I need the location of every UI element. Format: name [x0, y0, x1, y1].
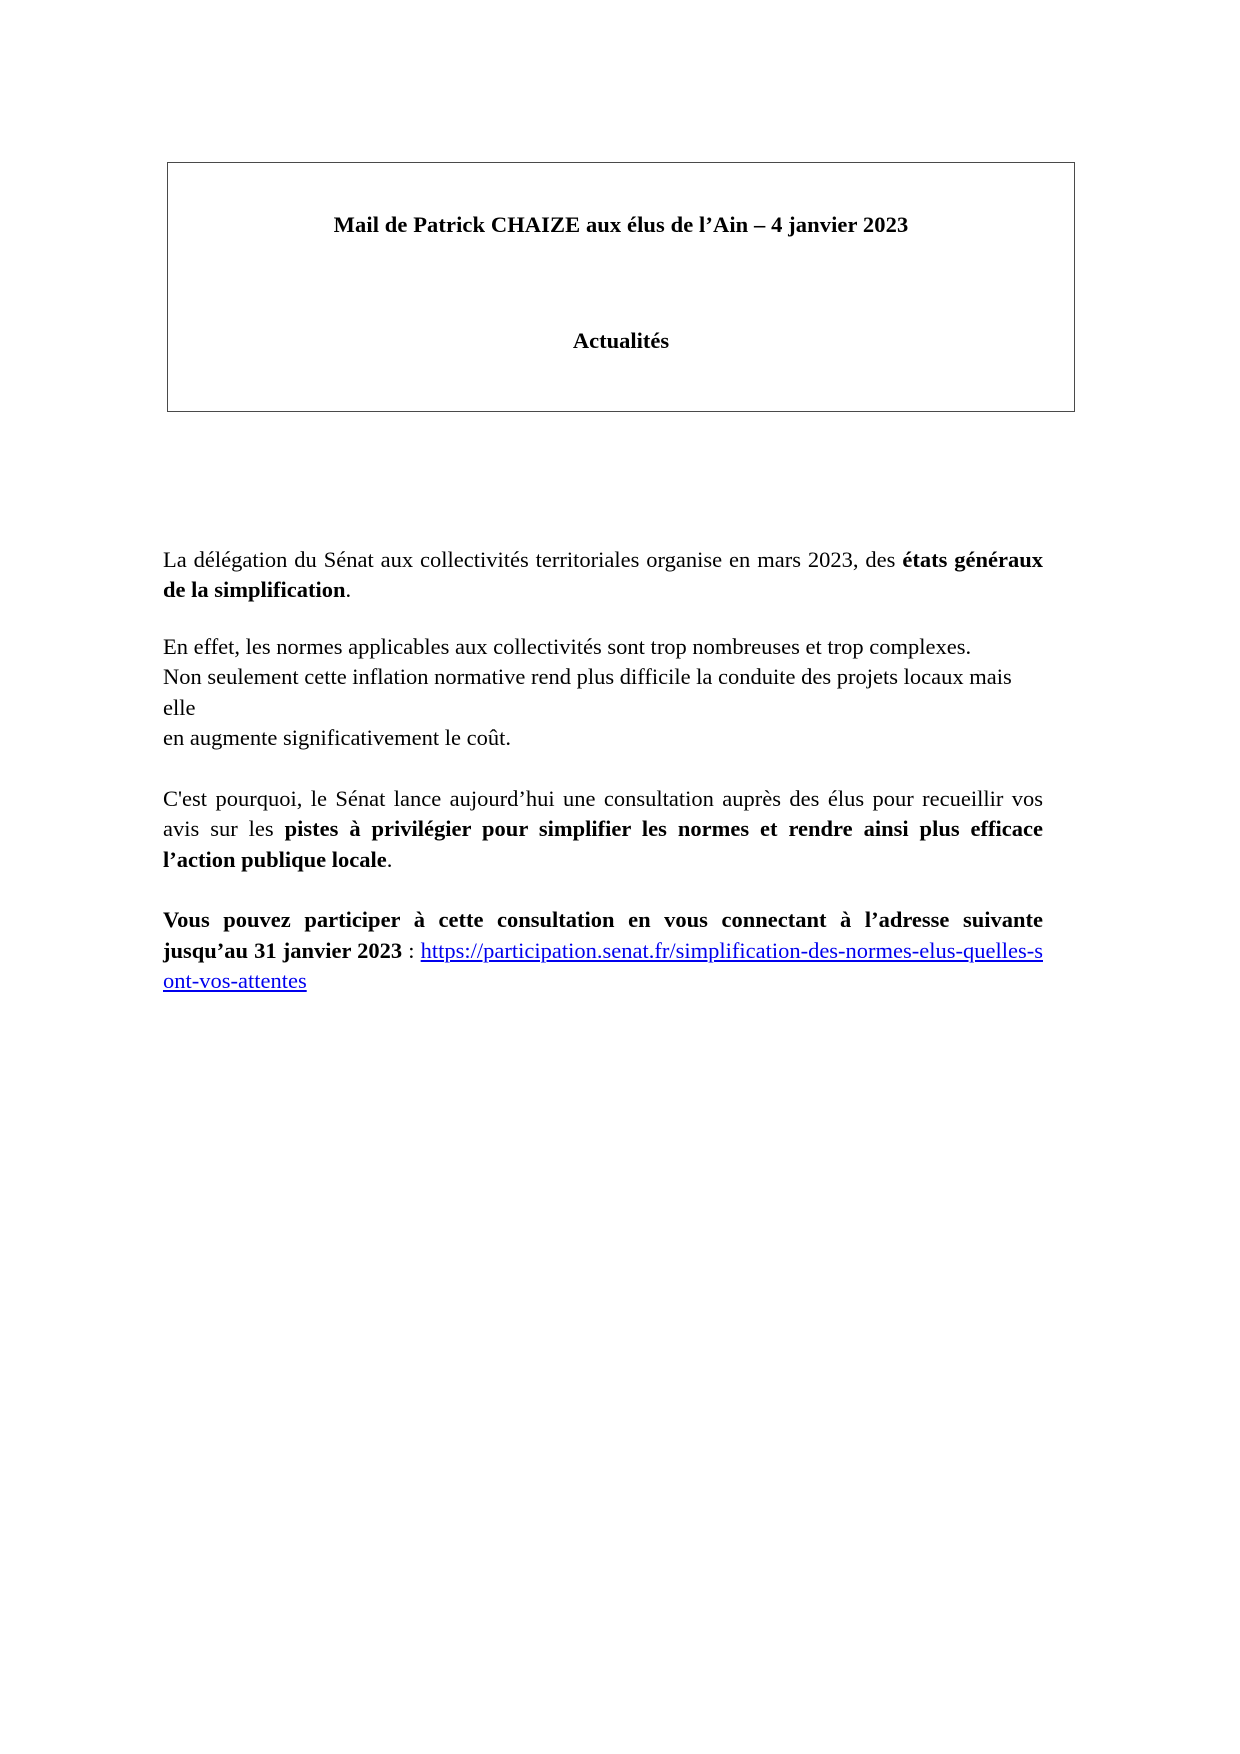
paragraph-context-line-3: en augmente significativement le coût. — [163, 725, 512, 751]
paragraph-context — [163, 632, 1043, 754]
paragraph-call-to-action — [163, 905, 1043, 996]
consultation-link[interactable]: https://participation.senat.fr/simplification-des-normes-elus-quelles-sont-vos-attentes — [163, 937, 1043, 994]
header-frame-box — [167, 162, 1075, 412]
document-body — [163, 545, 1043, 997]
call-to-action-separator: : — [402, 937, 421, 963]
paragraph-consultation — [163, 784, 1043, 875]
paragraph-context-line-2: Non seulement cette inflation normative rend plus difficile la conduite des projets locaux mais elle — [163, 664, 1012, 720]
paragraph-intro — [163, 545, 1043, 606]
call-to-action-emphasis: Vous pouvez participer à cette consultation en vous connectant à l’adresse suivante jusqu’au 31 janvier 2023 — [163, 907, 1043, 963]
paragraph-context-line-1: En effet, les normes applicables aux collectivités sont trop nombreuses et trop complexes. — [163, 633, 972, 659]
paragraph-intro-text-1: La délégation du Sénat aux collectivités territoriales organise en mars 2023, des — [163, 547, 903, 572]
document-title: Mail de Patrick CHAIZE aux élus de l’Ain – 4 janvier 2023 — [333, 212, 909, 237]
paragraph-consultation-emphasis: pistes à privilégier pour simplifier les normes et rendre ainsi plus efficace l’action publique locale — [163, 816, 1043, 872]
paragraph-consultation-text-2: . — [386, 846, 393, 872]
document-subtitle: Actualités — [572, 328, 670, 353]
paragraph-intro-emphasis: états généraux de la simplification — [163, 547, 1043, 603]
paragraph-consultation-text-1: C'est pourquoi, le Sénat lance aujourd’hui une consultation auprès des élus pour recueillir vos avis sur les — [163, 785, 1043, 842]
paragraph-intro-text-2: . — [345, 577, 352, 603]
